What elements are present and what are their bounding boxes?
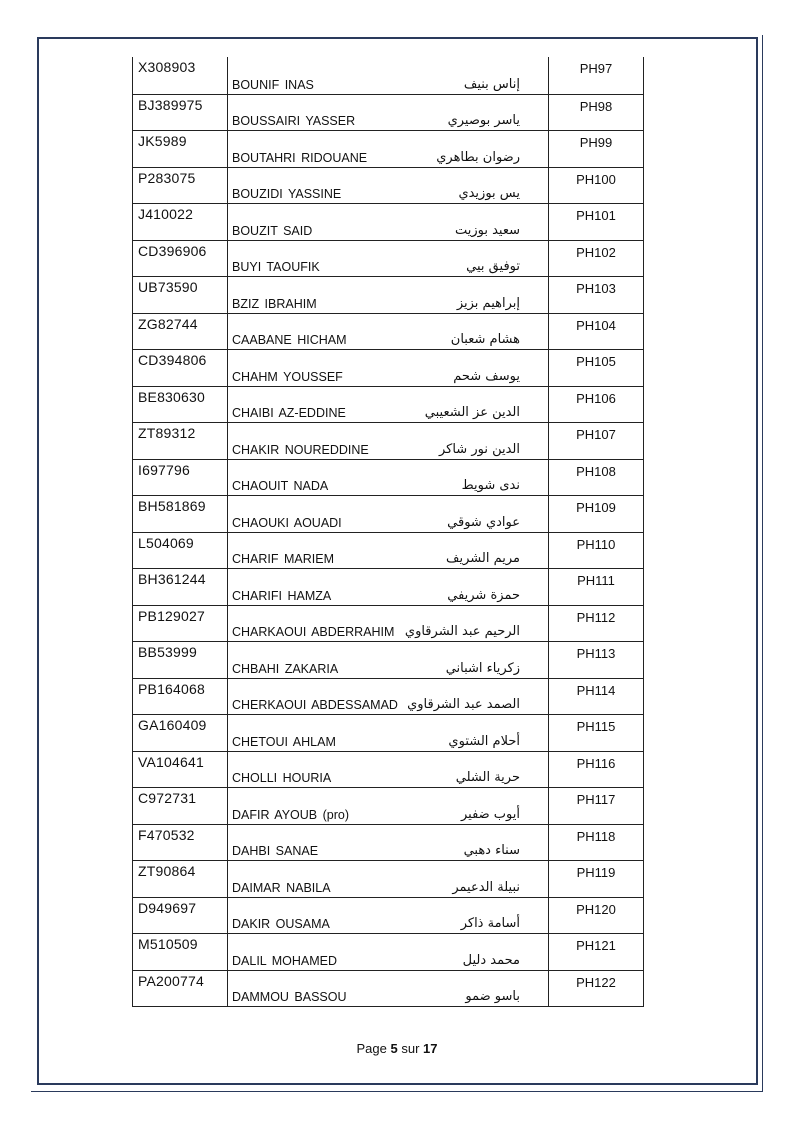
code-cell (549, 95, 643, 131)
page-footer (0, 1041, 794, 1056)
id-cell (133, 423, 228, 459)
id-number: ZG82744 (138, 315, 198, 332)
page-number: 5 (390, 1041, 398, 1056)
id-number: ZT89312 (138, 425, 196, 441)
id-number: BJ389975 (138, 96, 203, 113)
latin-name: BOUTAHRI RIDOUANE (232, 150, 368, 165)
id-number: F470532 (138, 826, 195, 843)
code-cell (549, 533, 643, 569)
exam-code: PH107 (576, 427, 616, 442)
id-cell (133, 387, 228, 423)
table-row (133, 860, 643, 897)
latin-name: BOUZIT SAID (232, 223, 313, 238)
id-cell (133, 533, 228, 569)
arabic-name: حمزة شريفي (447, 587, 520, 603)
exam-code: PH122 (576, 974, 616, 990)
table-row (133, 605, 643, 642)
table-row (133, 57, 643, 94)
id-number: X308903 (138, 59, 196, 75)
exam-code: PH97 (579, 61, 613, 76)
code-cell (549, 898, 643, 934)
latin-name: BUYI TAOUFIK (232, 260, 320, 274)
name-cell (228, 715, 549, 751)
name-cell (228, 204, 549, 240)
latin-name: CHARIF MARIEM (232, 552, 334, 566)
exam-code: PH105 (576, 354, 616, 369)
code-cell (549, 387, 643, 423)
id-number: ZT90864 (138, 863, 196, 879)
name-cell (228, 861, 549, 897)
table-row (133, 532, 643, 569)
latin-name: BZIZ IBRAHIM (232, 296, 317, 311)
latin-name: DAHBI SANAE (232, 844, 319, 858)
exam-code: PH121 (576, 938, 616, 953)
id-cell (133, 460, 228, 496)
arabic-name: سعيد بوزيت (454, 222, 520, 238)
exam-code: PH103 (576, 281, 616, 296)
name-cell (228, 825, 549, 861)
name-cell (228, 606, 549, 642)
id-number: VA104641 (138, 753, 204, 770)
id-cell (133, 825, 228, 861)
exam-code: PH102 (576, 244, 616, 260)
id-cell (133, 168, 228, 204)
id-number: BB53999 (138, 644, 198, 660)
table-row (133, 459, 643, 496)
id-cell (133, 314, 228, 350)
name-cell (228, 131, 549, 167)
id-cell (133, 861, 228, 897)
table-row (133, 167, 643, 204)
exam-code: PH106 (576, 390, 616, 406)
table-row (133, 641, 643, 678)
latin-name: DAKIR OUSAMA (232, 917, 330, 931)
name-cell (228, 387, 549, 423)
id-cell (133, 606, 228, 642)
name-cell (228, 752, 549, 788)
id-number: BE830630 (138, 388, 205, 405)
id-cell (133, 971, 228, 1007)
name-cell (228, 788, 549, 824)
table-row (133, 970, 643, 1007)
code-cell (549, 241, 643, 277)
latin-name: CHOLLI HOURIA (232, 771, 332, 785)
id-cell (133, 569, 228, 605)
arabic-name: يس بوزيدي (458, 186, 520, 201)
code-cell (549, 934, 643, 970)
exam-code: PH120 (576, 901, 616, 917)
id-number: UB73590 (138, 279, 198, 295)
code-cell (549, 679, 643, 715)
candidates-table (132, 57, 644, 1007)
arabic-name: الرحيم عبد الشرقاوي (404, 624, 520, 639)
latin-name: DALIL MOHAMED (232, 953, 338, 968)
name-cell (228, 533, 549, 569)
name-cell (228, 350, 549, 386)
id-number: C972731 (138, 790, 197, 806)
arabic-name: ياسر بوصيري (447, 113, 520, 128)
id-cell (133, 642, 228, 678)
name-cell (228, 314, 549, 350)
latin-name: CHETOUI AHLAM (232, 734, 336, 749)
table-row (133, 824, 643, 861)
arabic-name: زكرياء اشباني (445, 660, 520, 676)
name-cell (228, 241, 549, 277)
id-cell (133, 752, 228, 788)
latin-name: CHAHM YOUSSEF (232, 369, 343, 384)
id-number: BH361244 (138, 571, 206, 587)
table-row (133, 678, 643, 715)
arabic-name: محمد دليل (462, 952, 520, 968)
table-row (133, 568, 643, 605)
id-cell (133, 277, 228, 313)
name-cell (228, 95, 549, 131)
arabic-name: إناس بنيف (463, 76, 520, 92)
table-row (133, 714, 643, 751)
code-cell (549, 788, 643, 824)
table-row (133, 422, 643, 459)
code-cell (549, 715, 643, 751)
id-number: M510509 (138, 936, 198, 952)
latin-name: DAFIR AYOUB (pro) (232, 807, 349, 822)
exam-code: PH108 (576, 463, 616, 479)
exam-code: PH100 (576, 171, 616, 187)
latin-name: CHERKAOUI ABDESSAMAD (232, 698, 398, 712)
id-number: J410022 (138, 206, 194, 222)
code-cell (549, 606, 643, 642)
latin-name: CHARKAOUI ABDERRAHIM (232, 625, 395, 639)
arabic-name: أحلام الشتوي (448, 733, 520, 749)
exam-code: PH112 (576, 609, 616, 625)
latin-name: CHAKIR NOUREDDINE (232, 442, 369, 457)
exam-code: PH101 (576, 208, 616, 223)
arabic-name: يوسف شحم (453, 368, 520, 384)
table-row (133, 897, 643, 934)
code-cell (549, 204, 643, 240)
code-cell (549, 350, 643, 386)
table-row (133, 349, 643, 386)
arabic-name: نبيلة الدعيمر (452, 879, 520, 895)
name-cell (228, 642, 549, 678)
name-cell (228, 423, 549, 459)
latin-name: BOUZIDI YASSINE (232, 187, 342, 201)
name-cell (228, 460, 549, 496)
id-cell (133, 95, 228, 131)
arabic-name: حرية الشلي (455, 770, 520, 785)
id-number: CD396906 (138, 242, 207, 259)
name-cell (228, 57, 549, 94)
table-row (133, 751, 643, 788)
id-cell (133, 204, 228, 240)
latin-name: CHAOUIT NADA (232, 479, 329, 493)
name-cell (228, 679, 549, 715)
latin-name: DAIMAR NABILA (232, 880, 331, 895)
latin-name: CHAOUKI AOUADI (232, 515, 342, 530)
arabic-name: ندى شويط (461, 478, 520, 493)
code-cell (549, 971, 643, 1007)
code-cell (549, 496, 643, 532)
code-cell (549, 825, 643, 861)
arabic-name: هشام شعبان (450, 332, 520, 347)
exam-code: PH118 (576, 828, 616, 844)
latin-name: CHARIFI HAMZA (232, 588, 332, 603)
code-cell (549, 423, 643, 459)
table-row (133, 240, 643, 277)
id-number: PA200774 (138, 972, 204, 989)
id-number: PB129027 (138, 607, 205, 624)
id-cell (133, 934, 228, 970)
latin-name: BOUNIF INAS (232, 77, 314, 92)
arabic-name: الدين نور شاكر (438, 441, 520, 457)
code-cell (549, 131, 643, 167)
table-row (133, 313, 643, 350)
latin-name: CHBAHI ZAKARIA (232, 661, 339, 676)
code-cell (549, 277, 643, 313)
code-cell (549, 460, 643, 496)
id-cell (133, 715, 228, 751)
id-number: CD394806 (138, 352, 207, 368)
table-row (133, 203, 643, 240)
exam-code: PH98 (579, 98, 613, 114)
name-cell (228, 971, 549, 1007)
latin-name: CAABANE HICHAM (232, 333, 347, 347)
code-cell (549, 861, 643, 897)
exam-code: PH111 (577, 573, 615, 588)
arabic-name: سناء دهبي (463, 843, 520, 858)
exam-code: PH115 (576, 719, 616, 734)
exam-code: PH109 (576, 500, 616, 515)
arabic-name: أسامة ذاكر (460, 916, 520, 931)
id-cell (133, 241, 228, 277)
page-word: Page (356, 1041, 387, 1056)
name-cell (228, 934, 549, 970)
table-row (133, 787, 643, 824)
code-cell (549, 168, 643, 204)
id-number: PB164068 (138, 680, 205, 697)
name-cell (228, 496, 549, 532)
arabic-name: توفيق بيي (466, 259, 520, 274)
arabic-name: إبراهيم بزيز (456, 295, 520, 311)
name-cell (228, 168, 549, 204)
id-number: I697796 (138, 461, 191, 478)
id-cell (133, 350, 228, 386)
latin-name: DAMMOU BASSOU (232, 990, 347, 1004)
name-cell (228, 569, 549, 605)
id-cell (133, 898, 228, 934)
arabic-name: مريم الشريف (446, 551, 520, 566)
latin-name: CHAIBI AZ-EDDINE (232, 406, 346, 420)
code-cell (549, 314, 643, 350)
total-pages: 17 (423, 1041, 438, 1056)
table-row (133, 386, 643, 423)
arabic-name: أيوب ضفير (460, 806, 520, 822)
id-number: L504069 (138, 534, 194, 551)
exam-code: PH113 (576, 646, 616, 661)
table-row (133, 130, 643, 167)
table-row (133, 94, 643, 131)
id-cell (133, 57, 228, 94)
exam-code: PH110 (576, 536, 616, 552)
latin-name: BOUSSAIRI YASSER (232, 114, 356, 128)
table-row (133, 276, 643, 313)
exam-code: PH114 (576, 682, 616, 698)
arabic-name: الدين عز الشعيبي (424, 405, 520, 420)
table-row (133, 495, 643, 532)
id-number: P283075 (138, 169, 196, 186)
arabic-name: باسو ضمو (465, 989, 520, 1004)
code-cell (549, 642, 643, 678)
id-number: D949697 (138, 899, 197, 916)
id-number: GA160409 (138, 717, 207, 733)
sur-word: sur (401, 1041, 420, 1056)
id-cell (133, 496, 228, 532)
arabic-name: الصمد عبد الشرقاوي (407, 697, 520, 712)
exam-code: PH119 (576, 865, 616, 880)
table-row (133, 933, 643, 970)
exam-code: PH116 (576, 755, 616, 771)
arabic-name: عوادي شوقي (447, 514, 520, 530)
name-cell (228, 898, 549, 934)
id-cell (133, 679, 228, 715)
code-cell (549, 57, 643, 94)
exam-code: PH99 (579, 135, 613, 150)
name-cell (228, 277, 549, 313)
code-cell (549, 569, 643, 605)
arabic-name: رضوان بطاهري (436, 149, 520, 165)
id-number: JK5989 (138, 133, 187, 149)
exam-code: PH117 (576, 792, 616, 807)
exam-code: PH104 (576, 317, 616, 333)
id-cell (133, 131, 228, 167)
id-number: BH581869 (138, 498, 206, 514)
id-cell (133, 788, 228, 824)
code-cell (549, 752, 643, 788)
